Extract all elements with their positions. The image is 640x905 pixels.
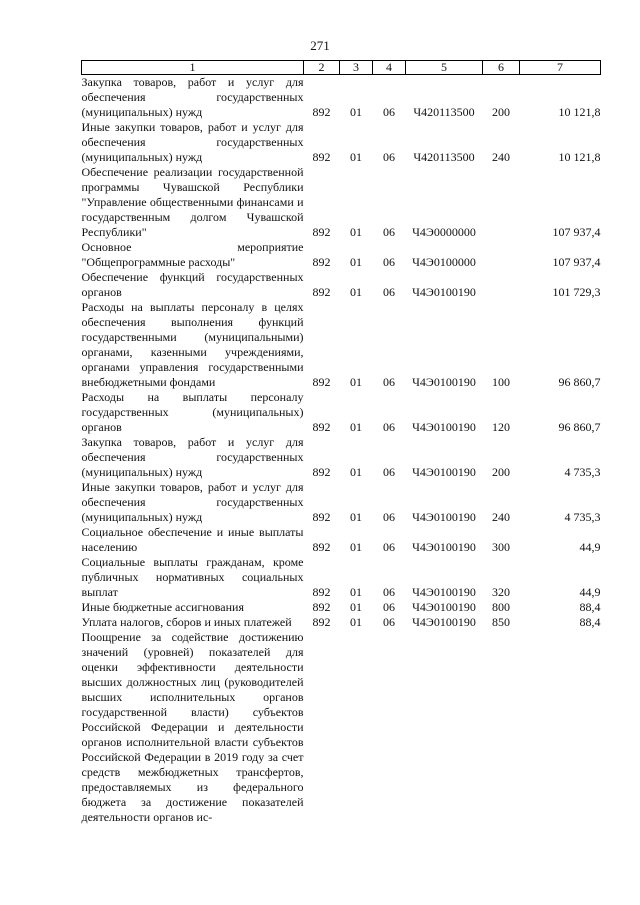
column-header: 1 bbox=[82, 61, 304, 75]
amount: 10 121,8 bbox=[558, 105, 601, 119]
target-code: Ч4Э0100190 bbox=[412, 615, 476, 629]
expense-name: Уплата налогов, сборов и иных платежей bbox=[81, 615, 292, 629]
column-header: 4 bbox=[373, 61, 406, 75]
expense-type-code bbox=[483, 630, 520, 825]
amount: 101 729,3 bbox=[552, 285, 601, 299]
subsection-code: 06 bbox=[383, 510, 395, 524]
subsection-code: 06 bbox=[383, 255, 395, 269]
table-row bbox=[82, 165, 601, 240]
subsection-code: 06 bbox=[383, 150, 395, 164]
target-code: Ч4Э0100190 bbox=[412, 375, 476, 389]
expense-name: Расходы на выплаты персоналу в целях обеспечения выполнения функций государственными (муниципальными) органами, казенными учреждениями, органами управления государственными внебюджетными фондами bbox=[81, 300, 304, 389]
ministry-code: 892 bbox=[312, 615, 331, 629]
amount bbox=[520, 630, 601, 825]
amount: 10 121,8 bbox=[558, 150, 601, 164]
target-code: Ч420113500 bbox=[413, 105, 475, 119]
amount: 44,9 bbox=[579, 540, 601, 554]
expense-name: Иные бюджетные ассигнования bbox=[81, 600, 244, 614]
section-code: 01 bbox=[350, 540, 362, 554]
expense-type-code: 320 bbox=[492, 585, 510, 599]
subsection-code: 06 bbox=[383, 420, 395, 434]
expense-type-code bbox=[483, 240, 520, 270]
ministry-code: 892 bbox=[312, 540, 331, 554]
expense-type-code: 120 bbox=[492, 420, 510, 434]
table-row bbox=[82, 75, 601, 121]
column-header: 6 bbox=[483, 61, 520, 75]
expense-name: Иные закупки товаров, работ и услуг для обеспечения государственных (муниципальных) нужд bbox=[81, 120, 304, 164]
expense-name: Закупка товаров, работ и услуг для обеспечения государственных (муниципальных) нужд bbox=[81, 435, 304, 479]
amount: 88,4 bbox=[579, 600, 601, 614]
target-code: Ч4Э0100190 bbox=[412, 585, 476, 599]
section-code: 01 bbox=[350, 150, 362, 164]
target-code: Ч4Э0000000 bbox=[412, 225, 476, 239]
target-code: Ч4Э0100000 bbox=[412, 255, 476, 269]
expense-type-code: 300 bbox=[492, 540, 510, 554]
subsection-code: 06 bbox=[383, 600, 395, 614]
ministry-code: 892 bbox=[312, 600, 331, 614]
table-row bbox=[82, 630, 601, 825]
table-row bbox=[82, 390, 601, 435]
amount: 96 860,7 bbox=[558, 420, 601, 434]
target-code: Ч4Э0100190 bbox=[412, 465, 476, 479]
table-row bbox=[82, 480, 601, 525]
expense-type-code: 200 bbox=[492, 465, 510, 479]
ministry-code: 892 bbox=[312, 420, 331, 434]
column-header: 3 bbox=[340, 61, 373, 75]
column-header: 7 bbox=[520, 61, 601, 75]
table-row bbox=[82, 555, 601, 600]
subsection-code: 06 bbox=[383, 465, 395, 479]
table-row bbox=[82, 300, 601, 390]
ministry-code bbox=[304, 630, 340, 825]
expense-type-code bbox=[483, 165, 520, 240]
subsection-code bbox=[373, 630, 406, 825]
column-header: 5 bbox=[406, 61, 483, 75]
table-row bbox=[82, 525, 601, 555]
expense-type-code: 240 bbox=[492, 150, 510, 164]
ministry-code: 892 bbox=[312, 375, 331, 389]
budget-table bbox=[81, 60, 601, 825]
section-code: 01 bbox=[350, 225, 362, 239]
ministry-code: 892 bbox=[312, 105, 331, 119]
subsection-code: 06 bbox=[383, 615, 395, 629]
expense-type-code: 850 bbox=[492, 615, 510, 629]
expense-type-code: 100 bbox=[492, 375, 510, 389]
expense-type-code bbox=[483, 270, 520, 300]
section-code: 01 bbox=[350, 465, 362, 479]
amount: 4 735,3 bbox=[564, 465, 601, 479]
table-row bbox=[82, 600, 601, 615]
expense-name: Основное мероприятие "Общепрограммные расходы" bbox=[81, 240, 304, 269]
subsection-code: 06 bbox=[383, 285, 395, 299]
column-header: 2 bbox=[304, 61, 340, 75]
subsection-code: 06 bbox=[383, 540, 395, 554]
section-code: 01 bbox=[350, 255, 362, 269]
ministry-code: 892 bbox=[312, 585, 331, 599]
table-row bbox=[82, 270, 601, 300]
target-code: Ч4Э0100190 bbox=[412, 285, 476, 299]
section-code: 01 bbox=[350, 285, 362, 299]
target-code: Ч4Э0100190 bbox=[412, 510, 476, 524]
expense-name: Социальное обеспечение и иные выплаты населению bbox=[81, 525, 304, 554]
target-code: Ч420113500 bbox=[413, 150, 475, 164]
section-code: 01 bbox=[350, 585, 362, 599]
ministry-code: 892 bbox=[312, 510, 331, 524]
section-code: 01 bbox=[350, 105, 362, 119]
amount: 96 860,7 bbox=[558, 375, 601, 389]
table-row bbox=[82, 615, 601, 630]
amount: 88,4 bbox=[579, 615, 601, 629]
expense-name: Обеспечение функций государственных органов bbox=[81, 270, 304, 299]
ministry-code: 892 bbox=[312, 225, 331, 239]
section-code: 01 bbox=[350, 420, 362, 434]
expense-type-code: 800 bbox=[492, 600, 510, 614]
expense-name: Поощрение за содействие достижению значений (уровней) показателей для оценки эффективности деятельности высших должностных лиц (руководителей высших исполнительных органов государственной власти) субъектов Российской Федерации и деятельности органов исполнительной власти субъектов Российской Федерации в 2019 году за счет средств межбюджетных трансфертов, предоставляемых из федерального бюджета за достижение показателей деятельности органов ис- bbox=[81, 630, 304, 824]
amount: 107 937,4 bbox=[552, 255, 601, 269]
table-row bbox=[82, 240, 601, 270]
amount: 44,9 bbox=[579, 585, 601, 599]
expense-name: Иные закупки товаров, работ и услуг для обеспечения государственных (муниципальных) нужд bbox=[81, 480, 304, 524]
subsection-code: 06 bbox=[383, 225, 395, 239]
section-code bbox=[340, 630, 373, 825]
expense-type-code: 240 bbox=[492, 510, 510, 524]
page-number: 271 bbox=[310, 38, 330, 53]
ministry-code: 892 bbox=[312, 465, 331, 479]
ministry-code: 892 bbox=[312, 150, 331, 164]
subsection-code: 06 bbox=[383, 105, 395, 119]
table-row bbox=[82, 435, 601, 480]
section-code: 01 bbox=[350, 615, 362, 629]
subsection-code: 06 bbox=[383, 585, 395, 599]
expense-type-code: 200 bbox=[492, 105, 510, 119]
target-code bbox=[406, 630, 483, 825]
ministry-code: 892 bbox=[312, 285, 331, 299]
target-code: Ч4Э0100190 bbox=[412, 540, 476, 554]
section-code: 01 bbox=[350, 600, 362, 614]
subsection-code: 06 bbox=[383, 375, 395, 389]
expense-name: Социальные выплаты гражданам, кроме публичных нормативных социальных выплат bbox=[81, 555, 304, 599]
amount: 4 735,3 bbox=[564, 510, 601, 524]
target-code: Ч4Э0100190 bbox=[412, 420, 476, 434]
section-code: 01 bbox=[350, 375, 362, 389]
expense-name: Обеспечение реализации государственной программы Чувашской Республики "Управление общественными финансами и государственным долгом Чувашской Республики" bbox=[81, 165, 304, 239]
table-header-row bbox=[82, 61, 601, 75]
expense-name: Расходы на выплаты персоналу государственных (муниципальных) органов bbox=[81, 390, 304, 434]
amount: 107 937,4 bbox=[552, 225, 601, 239]
section-code: 01 bbox=[350, 510, 362, 524]
ministry-code: 892 bbox=[312, 255, 331, 269]
expense-name: Закупка товаров, работ и услуг для обеспечения государственных (муниципальных) нужд bbox=[81, 75, 304, 119]
target-code: Ч4Э0100190 bbox=[412, 600, 476, 614]
table-row bbox=[82, 120, 601, 165]
